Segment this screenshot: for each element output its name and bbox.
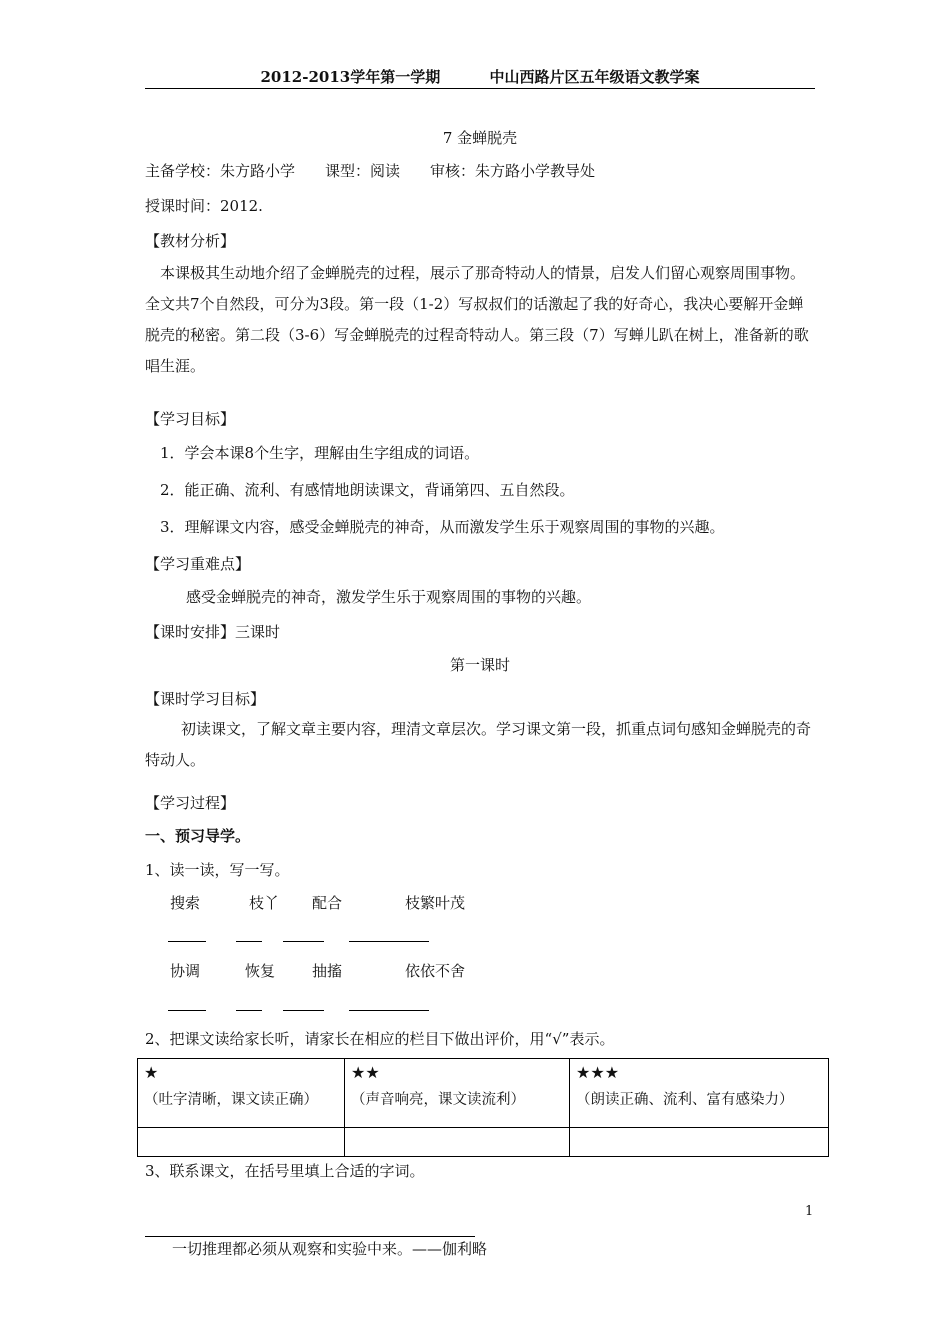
evaluation-table: [137, 1058, 829, 1157]
teaching-time: 授课时间：2012.: [145, 197, 263, 215]
star-rating-3: ★★★: [576, 1063, 620, 1082]
star-rating-2: ★★: [351, 1063, 380, 1082]
process-heading: 【学习过程】: [145, 794, 236, 812]
goal-item-1: 1．学会本课8个生字，理解由生字组成的词语。: [160, 444, 480, 462]
evaluation-cell-3: [570, 1059, 829, 1128]
goal-item-2: 2．能正确、流利、有感情地朗读课文，背诵第四、五自然段。: [160, 481, 575, 499]
evaluation-cell-1: [138, 1059, 345, 1128]
header-district: 中山西路片区五年级语文教学案: [489, 68, 700, 86]
footer-rule: [145, 1236, 475, 1237]
word-1: 搜索: [170, 894, 201, 912]
write-blank[interactable]: [168, 1010, 206, 1011]
schedule: 【课时安排】三课时: [145, 623, 281, 641]
evaluation-cell-2: [345, 1059, 570, 1128]
star-rating-1: ★: [144, 1063, 159, 1082]
footer-quote: 一切推理都必须从观察和实验中来。——伽利略: [172, 1240, 488, 1258]
goals-heading: 【学习目标】: [145, 410, 236, 428]
lesson-title: 7 金蝉脱壳: [442, 129, 518, 147]
word-8: 依依不舍: [405, 962, 466, 980]
analysis-text: 本课极其生动地介绍了金蝉脱壳的过程，展示了那奇特动人的情景，启发人们留心观察周围事物。全文共7个自然段，可分为3段。第一段（1-2）写叔叔们的话激起了我的好奇心，我决心要解开金蝉脱壳的秘密。第二段（3-6）写金蝉脱壳的过程奇特动人。第三段（7）写蝉儿趴在树上，准备新的歌唱生涯。: [145, 264, 809, 375]
write-blank[interactable]: [283, 941, 324, 942]
section-preview: 一、预习导学。: [145, 827, 251, 845]
word-2: 枝丫: [249, 894, 280, 912]
question-2: 2、把课文读给家长听，请家长在相应的栏目下做出评价，用“√”表示。: [145, 1030, 615, 1048]
goal-item-3: 3．理解课文内容，感受金蝉脱壳的神奇，从而激发学生乐于观察周围的事物的兴趣。: [160, 518, 725, 536]
word-4: 枝繁叶茂: [405, 894, 466, 912]
focus-text: 感受金蝉脱壳的神奇，激发学生乐于观察周围的事物的兴趣。: [186, 588, 592, 606]
header-semester: 2012-2013学年第一学期: [260, 68, 441, 86]
write-blank[interactable]: [349, 941, 429, 942]
page-number: 1: [805, 1204, 814, 1219]
write-blank[interactable]: [168, 941, 206, 942]
write-blank[interactable]: [236, 941, 262, 942]
evaluation-answer-row: [138, 1128, 829, 1157]
write-blank[interactable]: [283, 1010, 324, 1011]
evaluation-answer-cell[interactable]: [570, 1128, 829, 1157]
evaluation-answer-cell[interactable]: [345, 1128, 570, 1157]
rating-desc-1: （吐字清晰，课文读正确）: [144, 1092, 318, 1108]
word-6: 恢复: [245, 962, 276, 980]
question-1: 1、读一读，写一写。: [145, 861, 290, 879]
write-blank[interactable]: [236, 1010, 262, 1011]
lesson-goal-heading: 【课时学习目标】: [145, 690, 266, 708]
meta-info: 主备学校：朱方路小学 课型：阅读 审核：朱方路小学教导处: [145, 162, 596, 180]
evaluation-answer-cell[interactable]: [138, 1128, 345, 1157]
focus-heading: 【学习重难点】: [145, 555, 251, 573]
word-5: 协调: [170, 962, 201, 980]
analysis-heading: 【教材分析】: [145, 232, 236, 250]
rating-desc-2: （声音响亮，课文读流利）: [351, 1092, 525, 1108]
lesson-period-title: 第一课时: [449, 656, 510, 674]
header-rule: [145, 88, 815, 89]
word-7: 抽搐: [312, 962, 343, 980]
word-3: 配合: [312, 894, 343, 912]
question-3: 3、联系课文，在括号里填上合适的字词。: [145, 1162, 425, 1180]
page-header: [145, 66, 815, 87]
evaluation-header-row: [138, 1059, 829, 1128]
write-blank[interactable]: [349, 1010, 429, 1011]
rating-desc-3: （朗读正确、流利、富有感染力）: [576, 1092, 794, 1108]
lesson-goal-text: 初读课文，了解文章主要内容，理清文章层次。学习课文第一段，抓重点词句感知金蝉脱壳的奇特动人。: [145, 720, 812, 769]
